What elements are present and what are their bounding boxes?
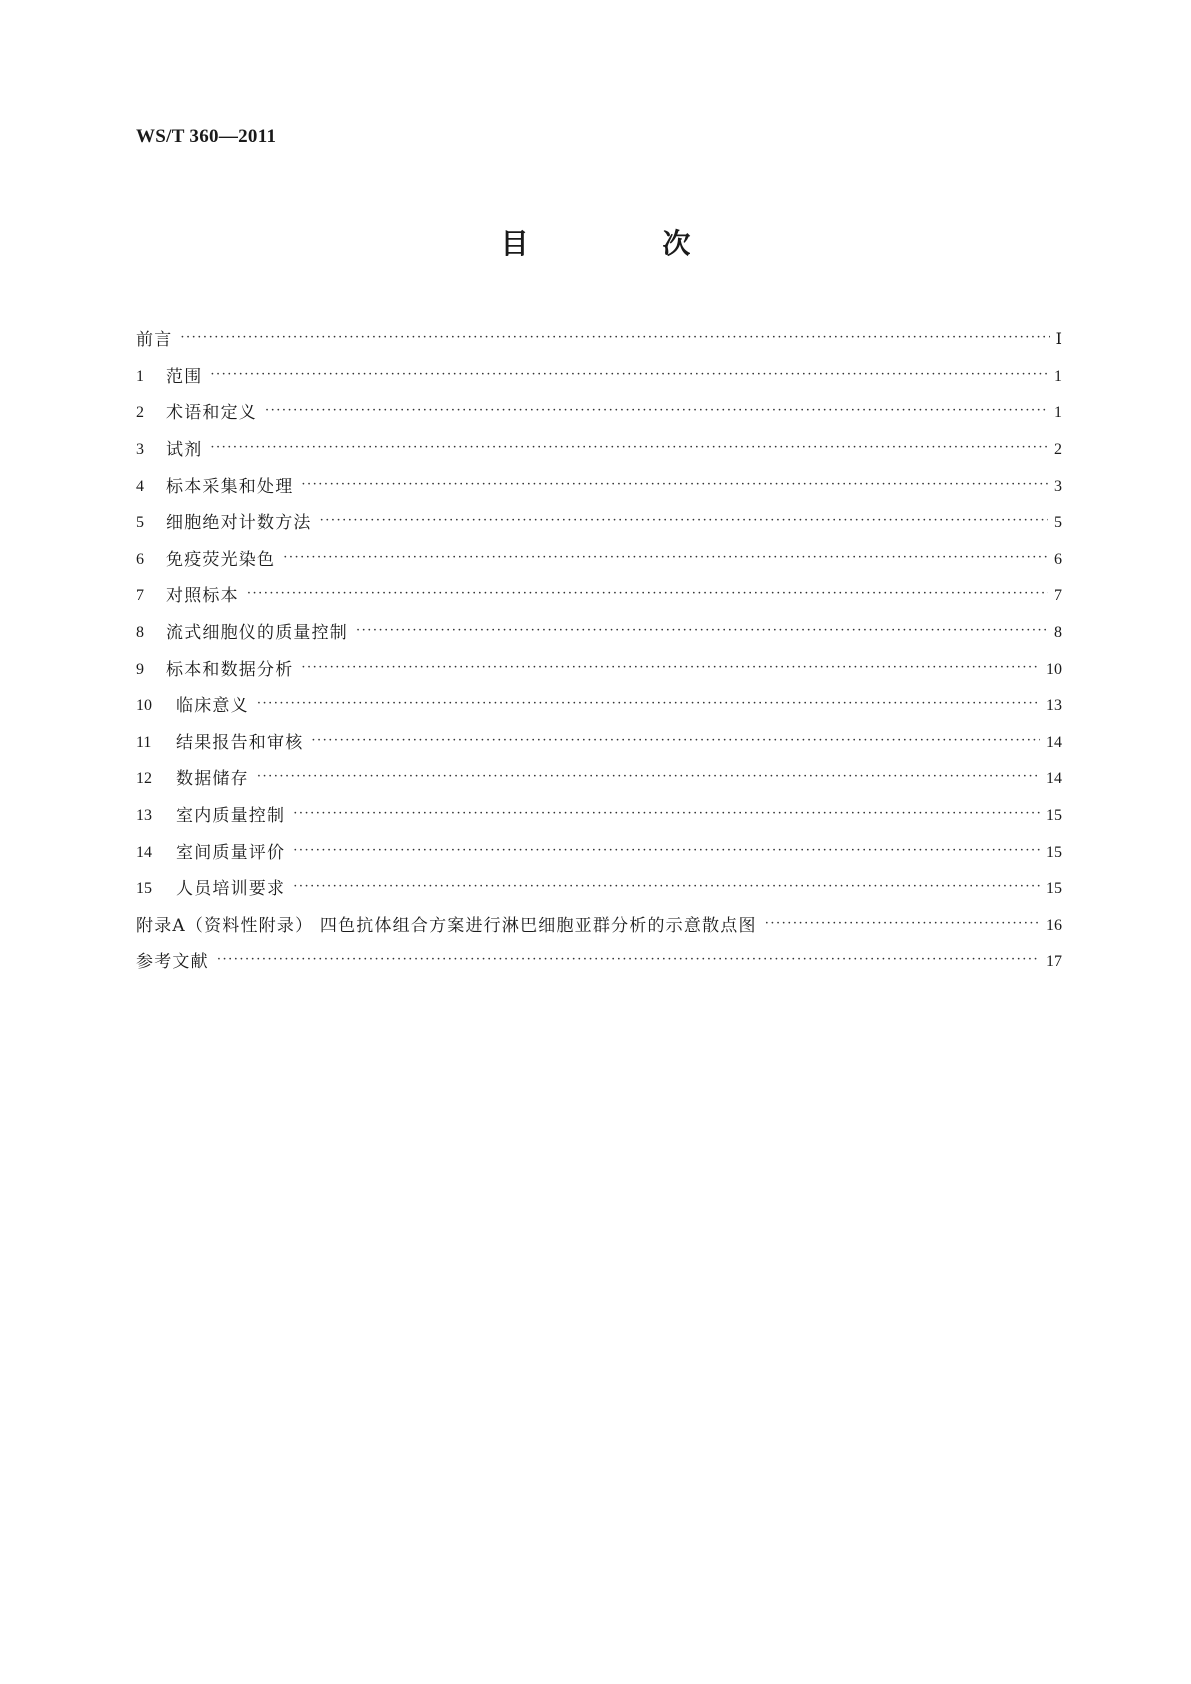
toc-entry-reagents[interactable] (136, 432, 1062, 469)
toc-entry-title: 细胞绝对计数方法 (166, 513, 312, 534)
toc-entry-title: 试剂 (166, 440, 203, 461)
toc-entry-title: 室内质量控制 (176, 806, 286, 827)
toc-entry-clinical-significance[interactable] (136, 688, 1062, 725)
toc-entry-page: 14 (1046, 733, 1062, 751)
toc-dot-leader (293, 841, 1040, 861)
toc-title: 目 次 (500, 227, 753, 260)
toc-entry-number: 12 (136, 770, 152, 788)
toc-entry-data-storage[interactable] (136, 761, 1062, 798)
toc-entry-number: 13 (136, 807, 152, 825)
toc-entry-scope[interactable] (136, 359, 1062, 396)
toc-entry-external-assessment[interactable] (136, 834, 1062, 871)
toc-entry-page: 5 (1054, 514, 1062, 532)
toc-entry-title: 对照标本 (166, 586, 239, 607)
toc-entry-absolute-count[interactable] (136, 505, 1062, 542)
toc-entry-title: 人员培训要求 (176, 879, 286, 900)
toc-entry-number: 2 (136, 404, 144, 422)
toc-entry-title: 数据储存 (176, 769, 249, 790)
toc-dot-leader (257, 767, 1040, 787)
toc-entry-number: 4 (136, 477, 144, 495)
toc-entry-page: 10 (1046, 660, 1062, 678)
toc-entry-number: 9 (136, 660, 144, 678)
toc-dot-leader (283, 548, 1048, 568)
toc-entry-terms[interactable] (136, 395, 1062, 432)
toc-entry-immunofluorescence[interactable] (136, 542, 1062, 579)
toc-entry-appendix-a[interactable] (136, 908, 1062, 945)
toc-entry-page: 8 (1054, 624, 1062, 642)
toc-dot-leader (210, 365, 1048, 385)
toc-entry-title: 临床意义 (176, 696, 249, 717)
toc-entry-title: 免疫荧光染色 (166, 549, 276, 570)
toc-entry-page: 16 (1046, 916, 1062, 934)
toc-entry-title: 标本采集和处理 (166, 476, 294, 497)
toc-entry-number: 15 (136, 880, 152, 898)
toc-entry-page: 1 (1054, 367, 1062, 385)
toc-dot-leader (301, 475, 1048, 495)
toc-entry-title: 术语和定义 (166, 403, 257, 424)
toc-dot-leader (210, 438, 1048, 458)
toc-entry-title: 结果报告和审核 (176, 732, 304, 753)
toc-dot-leader (356, 621, 1048, 641)
toc-entry-data-analysis[interactable] (136, 651, 1062, 688)
toc-entry-references[interactable] (136, 944, 1062, 981)
toc-dot-leader (217, 950, 1040, 970)
toc-dot-leader (293, 804, 1040, 824)
toc-entry-page: Ⅰ (1055, 331, 1062, 349)
toc-entry-title: 标本和数据分析 (166, 659, 294, 680)
toc-entry-title: 前言 (136, 330, 173, 351)
toc-entry-number: 11 (136, 733, 152, 751)
document-code: WS/T 360—2011 (136, 126, 277, 147)
toc-dot-leader (301, 658, 1040, 678)
toc-entry-number: 10 (136, 697, 152, 715)
toc-dot-leader (265, 401, 1048, 421)
toc-entry-title: 参考文献 (136, 952, 209, 973)
toc-entry-number: 6 (136, 550, 144, 568)
toc-entry-page: 15 (1046, 880, 1062, 898)
toc-entry-page: 3 (1054, 477, 1062, 495)
toc-dot-leader (293, 877, 1040, 897)
toc-entry-page: 15 (1046, 807, 1062, 825)
toc-entry-title: 范围 (166, 366, 203, 387)
toc-entry-number: 7 (136, 587, 144, 605)
toc-entry-number: 8 (136, 624, 144, 642)
toc-entry-page: 15 (1046, 843, 1062, 861)
toc-entry-result-report[interactable] (136, 725, 1062, 762)
toc-entry-number: 3 (136, 441, 144, 459)
toc-entry-title: 室间质量评价 (176, 842, 286, 863)
toc-entry-page: 2 (1054, 441, 1062, 459)
toc-entry-number: 1 (136, 367, 144, 385)
toc-dot-leader (320, 511, 1048, 531)
toc-entry-specimen-collection[interactable] (136, 468, 1062, 505)
toc-dot-leader (311, 731, 1040, 751)
toc-entry-page: 1 (1054, 404, 1062, 422)
toc-entry-number: 14 (136, 843, 152, 861)
toc-dot-leader (257, 694, 1040, 714)
toc-dot-leader (765, 914, 1040, 934)
toc-entry-staff-training[interactable] (136, 871, 1062, 908)
toc-entry-page: 7 (1054, 587, 1062, 605)
toc-entry-page: 6 (1054, 550, 1062, 568)
toc-entry-title: 流式细胞仪的质量控制 (166, 623, 348, 644)
table-of-contents (136, 322, 1062, 981)
toc-entry-page: 14 (1046, 770, 1062, 788)
toc-dot-leader (180, 328, 1049, 348)
toc-entry-page: 13 (1046, 697, 1062, 715)
toc-dot-leader (247, 584, 1048, 604)
toc-entry-number: 5 (136, 514, 144, 532)
toc-entry-page: 17 (1046, 953, 1062, 971)
toc-entry-title: 附录A（资料性附录） 四色抗体组合方案进行淋巴细胞亚群分析的示意散点图 (136, 915, 757, 936)
toc-entry-cytometer-qc[interactable] (136, 615, 1062, 652)
toc-entry-preface[interactable] (136, 322, 1062, 359)
toc-entry-control-specimen[interactable] (136, 578, 1062, 615)
toc-entry-internal-qc[interactable] (136, 798, 1062, 835)
